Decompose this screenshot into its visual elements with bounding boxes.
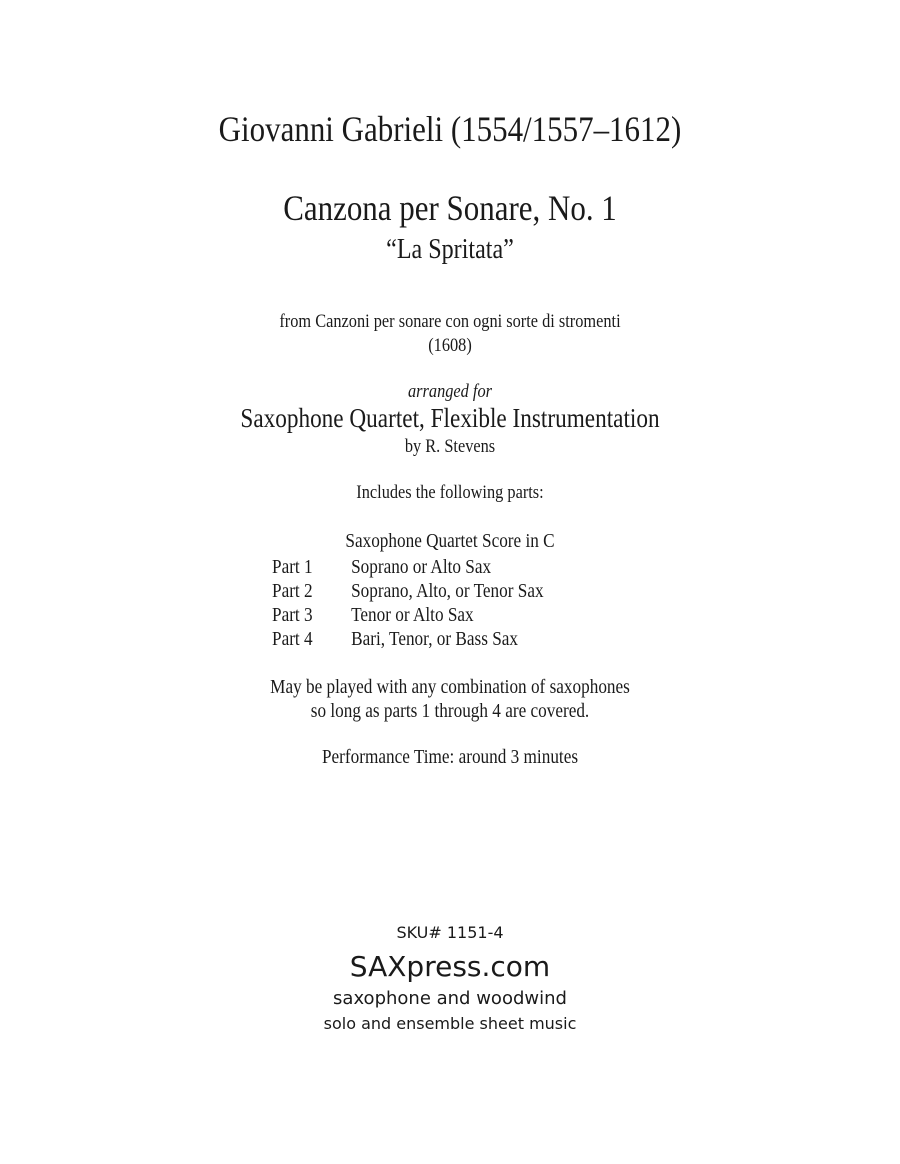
list-item xyxy=(272,603,544,627)
work-subtitle: “La Spritata” xyxy=(386,234,514,265)
performance-time: Performance Time: around 3 minutes xyxy=(321,746,579,768)
part-number: Part 1 xyxy=(272,556,313,578)
part-instruments: Soprano or Alto Sax xyxy=(351,556,492,578)
part-number: Part 2 xyxy=(272,580,313,602)
instrumentation-note-line1: May be played with any combination of saxophones xyxy=(270,676,630,698)
source-year: (1608) xyxy=(428,335,472,356)
work-title: Canzona per Sonare, No. 1 xyxy=(283,188,617,228)
list-item xyxy=(272,555,544,579)
sku-number: SKU# 1151-4 xyxy=(396,923,504,942)
arranger-credit: by R. Stevens xyxy=(404,436,496,457)
part-instruments: Bari, Tenor, or Bass Sax xyxy=(351,628,519,650)
publisher-tagline-line2: solo and ensemble sheet music xyxy=(323,1014,577,1033)
part-instruments: Tenor or Alto Sax xyxy=(351,604,474,626)
publisher-tagline-line1: saxophone and woodwind xyxy=(333,988,567,1009)
ensemble-name: Saxophone Quartet, Flexible Instrumentation xyxy=(240,403,660,433)
list-item xyxy=(272,579,544,603)
arranged-for-label: arranged for xyxy=(408,381,492,402)
instrumentation-note-line2: so long as parts 1 through 4 are covered. xyxy=(310,700,590,722)
part-instruments: Soprano, Alto, or Tenor Sax xyxy=(351,580,544,602)
parts-list xyxy=(272,555,588,651)
composer-heading: Giovanni Gabrieli (1554/1557–1612) xyxy=(218,109,682,149)
source-collection: from Canzoni per sonare con ogni sorte di stromenti xyxy=(279,311,621,332)
publisher-site: SAXpress.com xyxy=(349,950,551,983)
part-number: Part 4 xyxy=(272,628,313,650)
list-item xyxy=(272,627,544,651)
score-entry: Saxophone Quartet Score in C xyxy=(345,530,555,552)
part-number: Part 3 xyxy=(272,604,313,626)
parts-heading: Includes the following parts: xyxy=(356,482,544,503)
